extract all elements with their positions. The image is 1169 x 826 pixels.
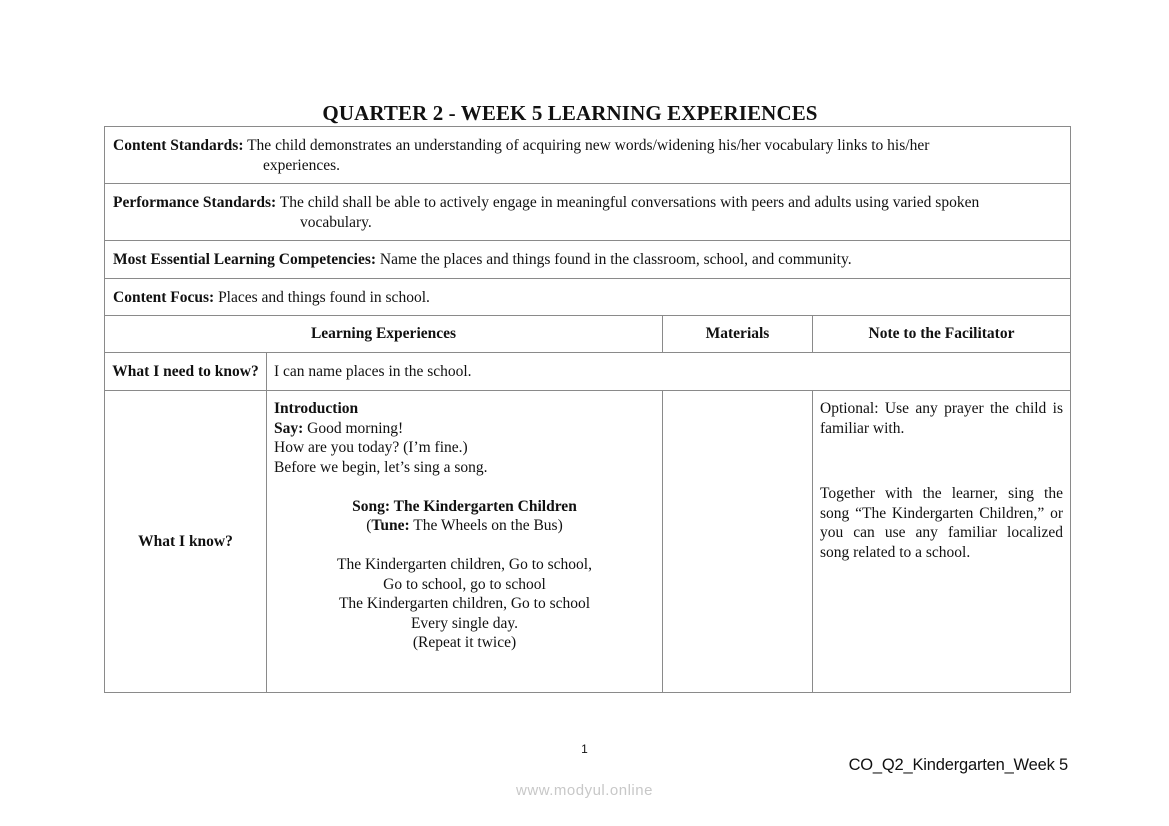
- lyric-line: The Kindergarten children, Go to school,: [337, 556, 592, 573]
- content-focus-cell: [105, 278, 1071, 316]
- melc-text: Name the places and things found in the classroom, school, and community.: [379, 251, 852, 268]
- tune-text: The Wheels on the Bus): [413, 517, 563, 534]
- column-header-row: [105, 316, 1071, 353]
- materials-cell: [663, 391, 813, 693]
- note-cell: [813, 391, 1071, 693]
- watermark: www.modyul.online: [516, 782, 653, 799]
- performance-standards-cell: [105, 184, 1071, 241]
- content-focus-row: [105, 278, 1071, 316]
- need-to-know-label: What I need to know?: [105, 352, 267, 391]
- performance-standards-line1: [113, 193, 1062, 213]
- need-to-know-text: I can name places in the school.: [267, 352, 1071, 391]
- tune-label: Tune:: [371, 517, 410, 534]
- module-code: CO_Q2_Kindergarten_Week 5: [848, 756, 1068, 774]
- content-standards-line2: experiences.: [263, 156, 341, 174]
- learning-experiences-table: [104, 126, 1071, 693]
- materials-header: Materials: [663, 316, 813, 353]
- content-standards-text: The child demonstrates an understanding of acquiring new words/widening his/her vocabulary links to his/her: [247, 137, 930, 154]
- performance-standards-label: Performance Standards:: [113, 194, 277, 211]
- what-i-know-label: What I know?: [105, 391, 267, 693]
- note-optional: Optional: Use any prayer the child is familiar with.: [820, 400, 1063, 437]
- tune-paren: (: [366, 517, 372, 534]
- introduction-cell: [267, 391, 663, 693]
- introduction-heading: Introduction: [274, 400, 359, 417]
- what-i-know-row: [105, 391, 1071, 693]
- content-standards-line1: [113, 136, 1062, 156]
- say-text: Good morning!: [307, 419, 404, 437]
- lyric-line: The Kindergarten children, Go to school: [338, 595, 591, 612]
- page-title: QUARTER 2 - WEEK 5 LEARNING EXPERIENCES: [322, 101, 818, 125]
- song-title: Song: The Kindergarten Children: [352, 497, 577, 515]
- before-we-begin-line: Before we begin, let’s sing a song.: [274, 458, 488, 476]
- performance-standards-row: [105, 184, 1071, 241]
- lyric-line: (Repeat it twice): [412, 634, 517, 651]
- content-standards-cell: [105, 127, 1071, 184]
- content-focus-label: Content Focus:: [113, 288, 215, 306]
- performance-standards-text: The child shall be able to actively engage in meaningful conversations with peers and adults using varied spoken: [279, 194, 980, 211]
- note-sing-together: Together with the learner, sing the song “The Kindergarten Children,” or you can use any familiar localized song related to a school.: [820, 485, 1063, 561]
- lyric-line: Every single day.: [410, 614, 519, 632]
- lyric-line: Go to school, go to school: [383, 575, 546, 593]
- melc-row: [105, 241, 1071, 279]
- say-label: Say:: [274, 419, 304, 437]
- page-number: 1: [581, 742, 588, 756]
- how-are-you-line: How are you today? (I’m fine.): [274, 439, 468, 456]
- tune-line: [274, 516, 655, 536]
- need-to-know-row: [105, 352, 1071, 391]
- learning-experiences-header: Learning Experiences: [105, 316, 663, 353]
- melc-label: Most Essential Learning Competencies:: [113, 251, 377, 268]
- say-line: [274, 419, 655, 439]
- performance-standards-line2: vocabulary.: [300, 213, 372, 231]
- content-standards-label: Content Standards:: [113, 137, 244, 154]
- note-header: Note to the Facilitator: [813, 316, 1071, 353]
- content-focus-text: Places and things found in school.: [218, 288, 430, 306]
- content-standards-row: [105, 127, 1071, 184]
- melc-cell: [105, 241, 1071, 279]
